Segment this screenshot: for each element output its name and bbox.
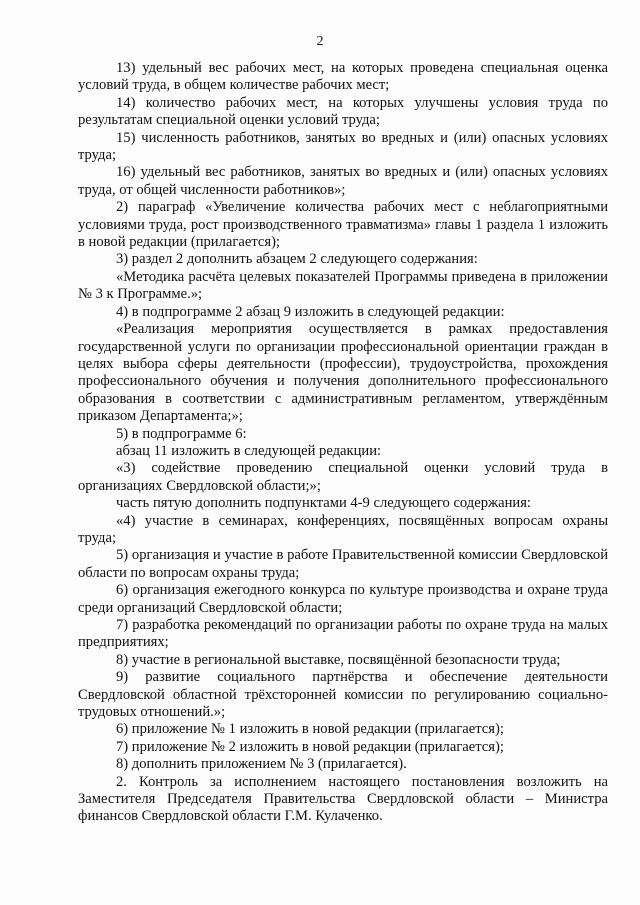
paragraph-subitem-8: 8) участие в региональной выставке, посвящённой безопасности труда; [116, 651, 561, 668]
paragraph-14: 14) количество рабочих мест, на которых улучшены условия труда по результатам специальной оценки условий труда; [78, 94, 608, 129]
paragraph-control: 2. Контроль за исполнением настоящего постановления возложить на Заместителя Председателя Правительства Свердловской области – Министра финансов Свердловской области Г.М. Кулаченко. [78, 773, 608, 825]
page-number: 2 [316, 34, 324, 49]
paragraph-subitem-7: 7) разработка рекомендаций по организации работы по охране труда на малых предприятиях; [78, 617, 608, 651]
paragraph-implementation-quote: «Реализация мероприятия осуществляется в рамках предоставления государственной услуги по организации профессиональной ориентации граждан в целях выбора сферы деятельности (профессии), трудоустройства, прохождения профессионального обучения и получения дополнительного профессионального образования в соответствии с административным регламентом, утверждённым приказом Департамента;»; [78, 321, 608, 425]
paragraph-subitem-6: 6) организация ежегодного конкурса по культуре производства и охране труда среди организаций Свердловской области; [78, 582, 608, 616]
paragraph-13: 13) удельный вес рабочих мест, на которых проведена специальная оценка условий труда, в общем количестве рабочих мест; [78, 60, 608, 94]
paragraph-item-7: 7) приложение № 2 изложить в новой редакции (прилагается); [116, 738, 504, 755]
paragraph-16: 16) удельный вес работников, занятых во вредных и (или) опасных условиях труда, от общей численности работников»; [78, 164, 608, 198]
paragraph-subitem-9: 9) развитие социального партнёрства и обеспечение деятельности Свердловской областной трёхсторонней комиссии по регулированию социально-трудовых отношений.»; [78, 669, 608, 721]
paragraph-part-five: часть пятую дополнить подпунктами 4-9 следующего содержания: [116, 495, 531, 512]
paragraph-item-2: 2) параграф «Увеличение количества рабочих мест с неблагоприятными условиями труда, рост производственного травматизма» главы 1 раздела 1 изложить в новой редакции (прилагается); [78, 199, 608, 251]
paragraph-subitem-5: 5) организация и участие в работе Правительственной комиссии Свердловской области по вопросам охраны труда; [78, 547, 608, 581]
paragraph-abzac-11: абзац 11 изложить в следующей редакции: [116, 442, 382, 459]
paragraph-item-8: 8) дополнить приложением № 3 (прилагается). [116, 756, 407, 773]
paragraph-item-4: 4) в подпрограмме 2 абзац 9 изложить в следующей редакции: [116, 303, 505, 320]
document-body [78, 60, 608, 826]
paragraph-item-6: 6) приложение № 1 изложить в новой редакции (прилагается); [116, 721, 504, 738]
paragraph-15: 15) численность работников, занятых во вредных и (или) опасных условиях труда; [78, 129, 608, 164]
paragraph-item-3: 3) раздел 2 дополнить абзацем 2 следующего содержания: [116, 251, 478, 268]
paragraph-subitem-3: «3) содействие проведению специальной оценки условий труда в организациях Свердловской области;»; [78, 460, 608, 494]
paragraph-subitem-4: «4) участие в семинарах, конференциях, посвящённых вопросам охраны труда; [78, 512, 608, 546]
paragraph-item-5: 5) в подпрограмме 6: [116, 425, 247, 442]
paragraph-methodology-quote: «Методика расчёта целевых показателей Программы приведена в приложении № 3 к Программе.»; [78, 268, 608, 303]
